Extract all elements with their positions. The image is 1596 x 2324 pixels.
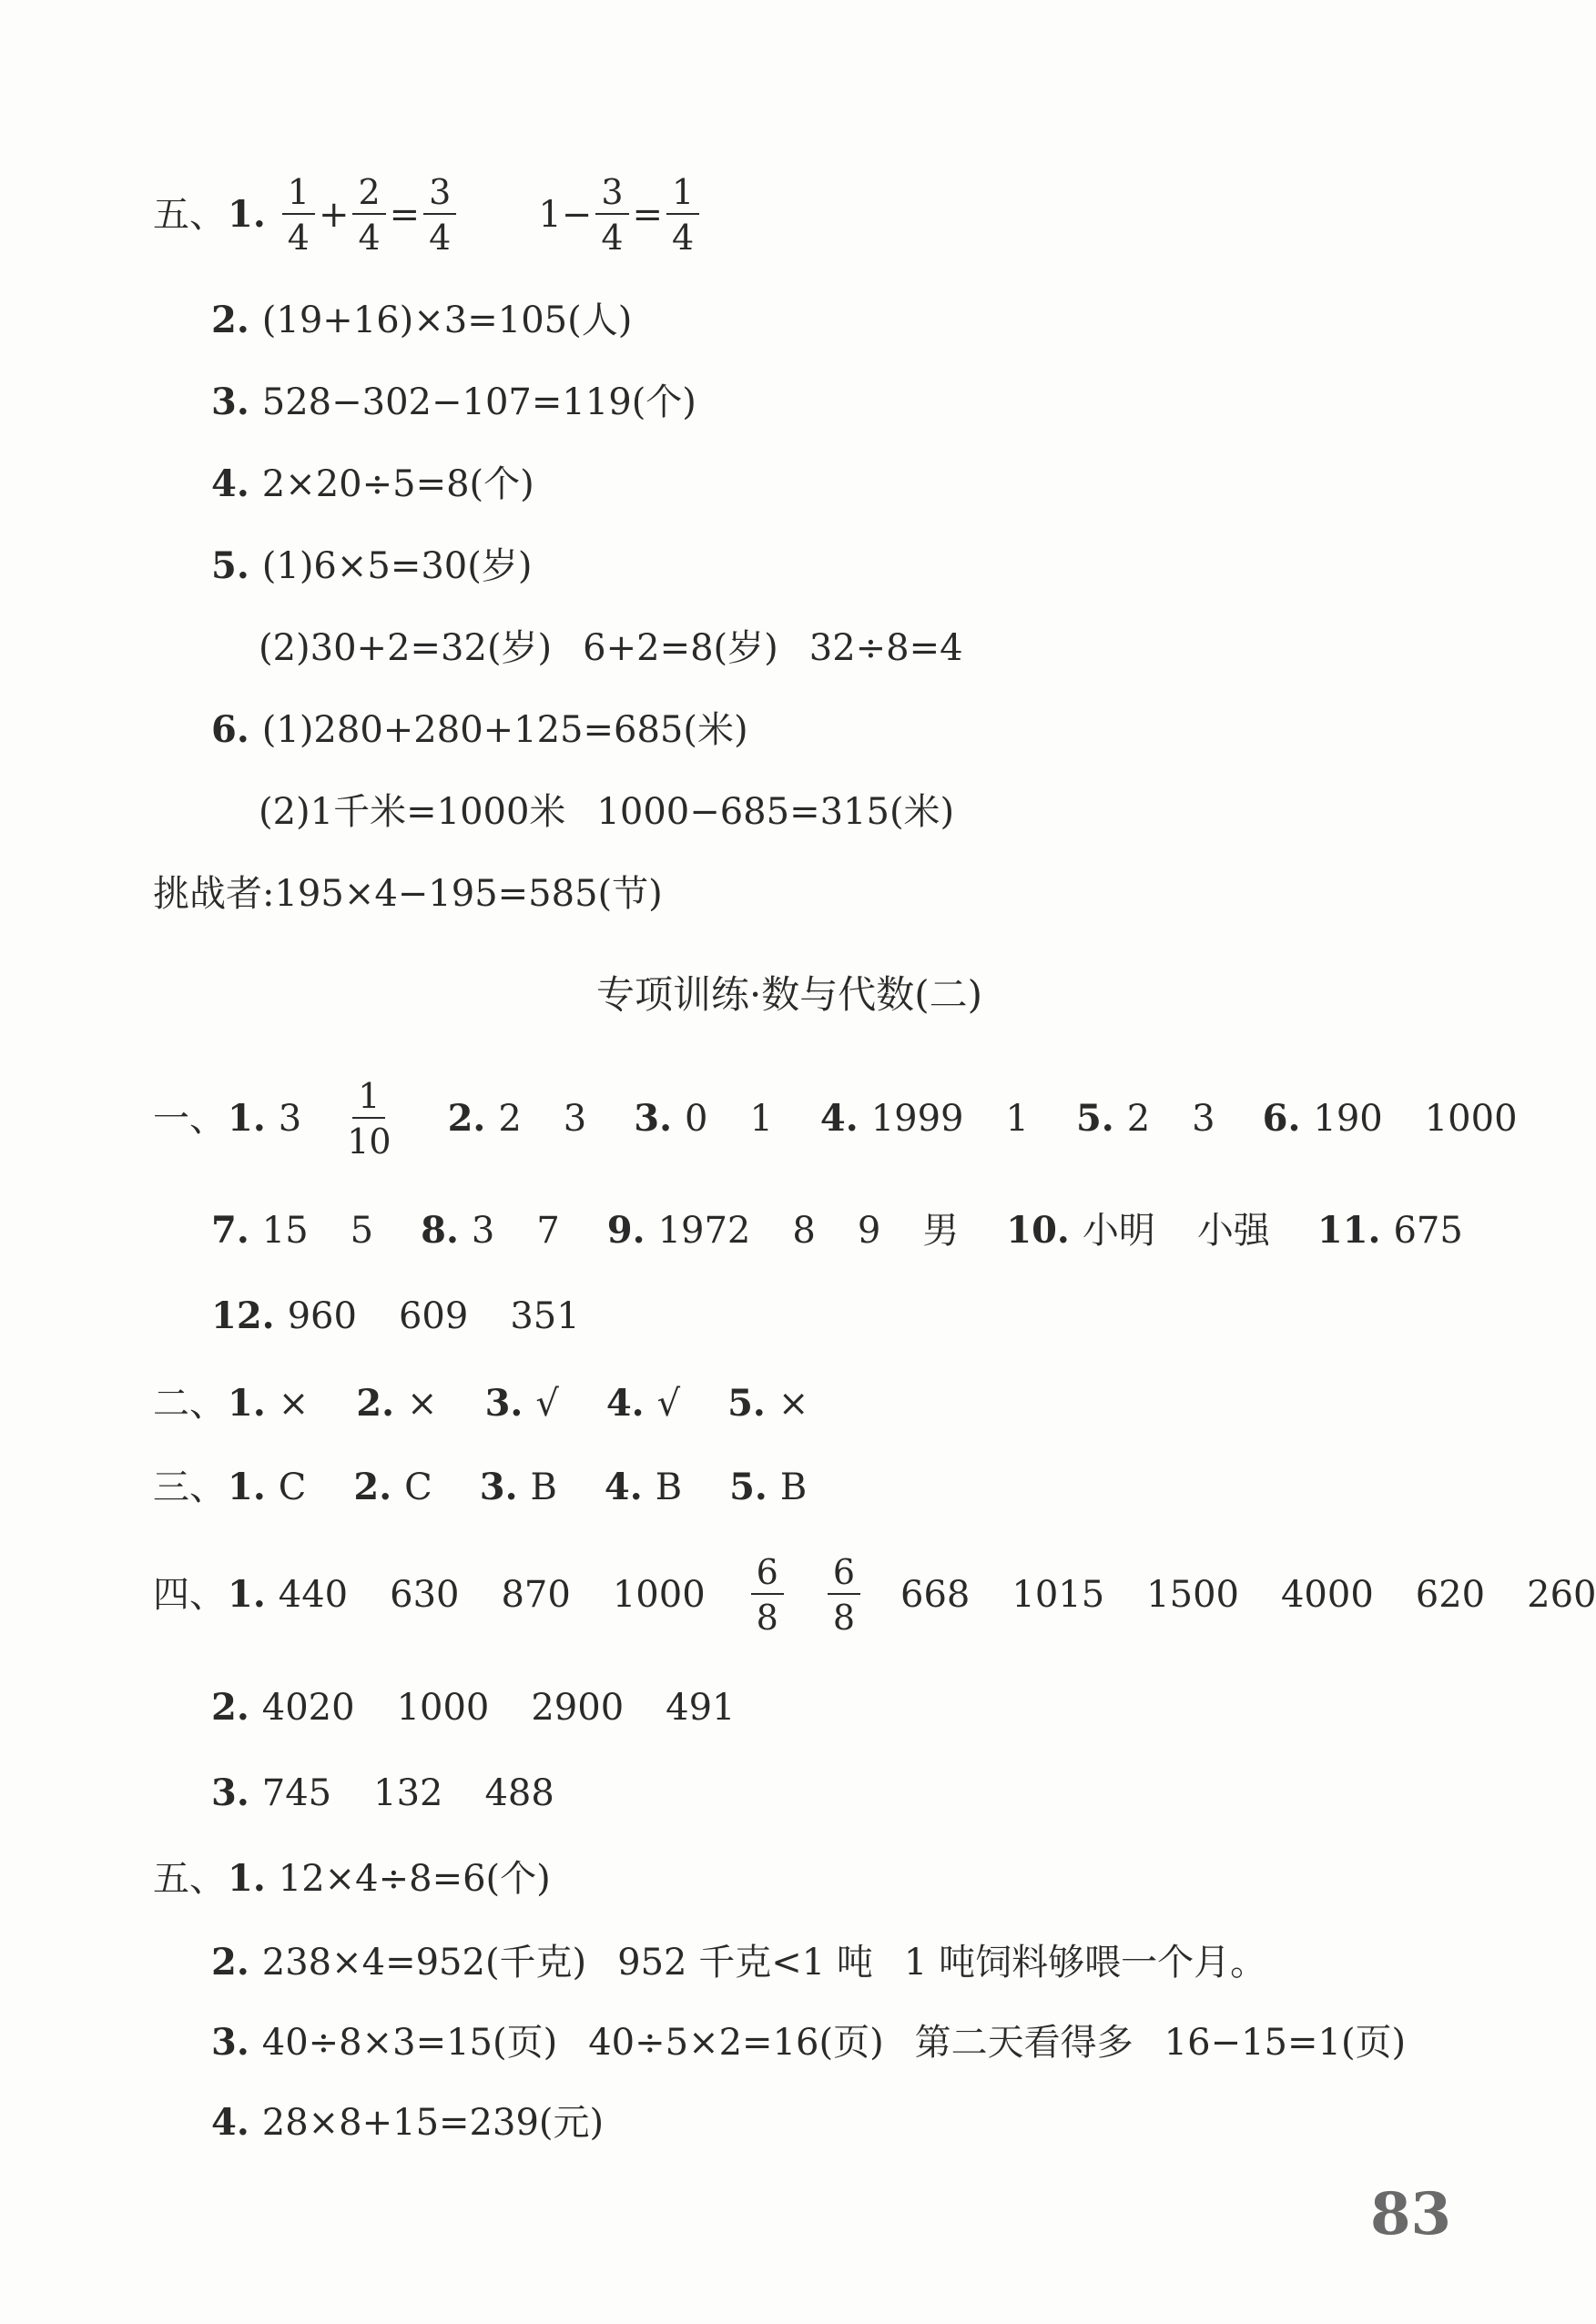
answer-5-5b [259, 626, 963, 670]
answer-value: 4000 [1280, 1574, 1374, 1616]
answer-5-1-b [153, 1857, 551, 1901]
answer-5-4-b [211, 2101, 604, 2145]
answer-4-1 [153, 1552, 1596, 1638]
answer-item: 7. 15 5 [211, 1209, 374, 1252]
answer-text: 528−302−107=119(个) [261, 381, 696, 423]
answer-value: 620 [1415, 1574, 1486, 1616]
fraction: $\frac{1}{4}$ [282, 175, 315, 255]
answer-segment: 第二天看得多 [914, 2022, 1133, 2064]
answer-4-2 [211, 1686, 736, 1730]
answer-value: 630 [390, 1574, 460, 1616]
fraction: $\frac{6}{8}$ [828, 1555, 860, 1635]
answer-text: 12×4÷8=6(个) [278, 1858, 551, 1900]
answer-item: 4. 1999 1 [819, 1097, 1029, 1140]
answer-5-4 [211, 462, 534, 506]
item-number: 2. [211, 1686, 249, 1729]
answer-5-1 [153, 172, 703, 258]
item-number: 3. [211, 2021, 249, 2064]
answer-value: 1015 [1011, 1574, 1105, 1616]
answer-5-2-b [211, 1941, 1266, 1984]
answer-2 [153, 1382, 808, 1426]
answer-value: 491 [666, 1687, 736, 1729]
answer-1-row3 [211, 1294, 580, 1338]
item-number: 4. [211, 2101, 249, 2144]
answer-5-6a [211, 708, 748, 752]
item-number: 2. [211, 299, 249, 341]
section-label: 三、 [153, 1466, 226, 1508]
section-label: 五、 [153, 1858, 226, 1900]
item-number: 5. [211, 544, 249, 587]
section-title: 专项训练·数与代数(二) [595, 972, 983, 1017]
answer-segment: 238×4=952(千克) [261, 1942, 587, 1984]
section-label: 五、 [153, 194, 226, 236]
answer-item: 6. 190 1000 [1262, 1097, 1518, 1140]
section-label: 四、 [153, 1574, 226, 1616]
answer-text: 28×8+15=239(元) [261, 2102, 605, 2144]
page-number: 83 [1370, 2180, 1452, 2248]
answer-item: 1. × [228, 1382, 310, 1425]
answer-item: 3. 0 1 [634, 1097, 773, 1140]
item-number: 4. [211, 462, 249, 505]
answer-5-3-b [211, 2021, 1406, 2065]
answer-text: (1)6×5=30(岁) [261, 545, 533, 587]
answer-value: 4020 [261, 1687, 355, 1729]
answer-item: 2. C [353, 1466, 432, 1508]
answer-1-row2 [211, 1209, 1463, 1253]
answer-item: 11. 675 [1316, 1209, 1463, 1252]
operator: = [389, 194, 421, 236]
answer-value: 1000 [396, 1687, 490, 1729]
answer-segment: (2)30+2=32(岁) [259, 627, 553, 669]
item-number: 6. [211, 708, 249, 751]
item-number: 3. [211, 381, 249, 423]
answer-segment: 1 吨饲料够喂一个月。 [903, 1942, 1267, 1984]
answer-value: 260 [1527, 1574, 1596, 1616]
answer-text: (1)280+280+125=685(米) [261, 709, 748, 751]
answer-item: 2. 2 3 [447, 1097, 587, 1140]
answer-text: 挑战者:195×4−195=585(节) [153, 873, 663, 915]
answer-value: 668 [900, 1574, 971, 1616]
answer-value: 1000 [612, 1574, 706, 1616]
fraction: $\frac{1}{4}$ [666, 175, 699, 255]
answer-item: 2. × [356, 1382, 438, 1425]
answer-value: 1500 [1146, 1574, 1239, 1616]
operator: + [318, 194, 350, 236]
fraction: $\frac{2}{4}$ [352, 175, 385, 255]
item-number: 1. [228, 1573, 266, 1616]
answer-item: 3. √ [484, 1382, 559, 1425]
fraction: $\frac{3}{4}$ [595, 175, 628, 255]
operator: = [632, 194, 664, 236]
answer-5-6b [259, 790, 954, 834]
answer-value: 2900 [531, 1687, 625, 1729]
answer-text: 2×20÷5=8(个) [261, 463, 534, 505]
answer-item: 1. C [228, 1466, 307, 1508]
section-label: 一、 [153, 1098, 226, 1140]
answer-segment: 16−15=1(页) [1164, 2022, 1407, 2064]
answer-item: 4. B [604, 1466, 683, 1508]
item-number: 2. [211, 1941, 249, 1984]
item-number: 1. [228, 1857, 266, 1900]
answer-segment: 40÷5×2=16(页) [588, 2022, 884, 2064]
challenge-answer [153, 872, 663, 916]
answer-segment: 1000−685=315(米) [596, 791, 955, 833]
answer-item: 1. 3 $\frac{1}{10}$ [228, 1079, 401, 1159]
answer-value: 132 [373, 1772, 443, 1814]
expression: 1− [538, 194, 593, 236]
answer-item: 4. √ [605, 1382, 681, 1425]
answer-5-5a [211, 544, 532, 588]
answer-item: 8. 3 7 [421, 1209, 560, 1252]
answer-segment: 952 千克<1 吨 [617, 1942, 873, 1984]
answer-segment: 6+2=8(岁) [583, 627, 778, 669]
answer-segment: 40÷8×3=15(页) [261, 2022, 558, 2064]
answer-item: 3. B [479, 1466, 557, 1508]
fraction: $\frac{6}{8}$ [751, 1555, 784, 1635]
answer-item: 12. 960 609 351 [211, 1294, 580, 1337]
answer-item: 5. B [729, 1466, 808, 1508]
answer-4-3 [211, 1771, 554, 1815]
answer-value: 488 [484, 1772, 554, 1814]
answer-text: (19+16)×3=105(人) [261, 299, 633, 341]
answer-1-row1 [153, 1076, 1518, 1162]
answer-segment: 32÷8=4 [808, 627, 963, 669]
fraction: $\frac{1}{10}$ [347, 1076, 391, 1162]
answer-5-3 [211, 381, 696, 424]
fraction: $\frac{3}{4}$ [423, 175, 456, 255]
answer-5-2 [211, 299, 632, 342]
answer-3 [153, 1466, 807, 1509]
item-number: 1. [228, 193, 266, 236]
section-label: 二、 [153, 1383, 226, 1425]
answer-value: 870 [501, 1574, 571, 1616]
answer-value: 745 [261, 1772, 332, 1814]
answer-item: 5. × [727, 1382, 809, 1425]
answer-item: 5. 2 3 [1075, 1097, 1215, 1140]
item-number: 3. [211, 1771, 249, 1814]
answer-value: 440 [278, 1574, 349, 1616]
answer-segment: (2)1千米=1000米 [259, 791, 566, 833]
answer-item: 9. 1972 8 9 男 [606, 1209, 960, 1252]
answer-item: 10. 小明 小强 [1006, 1209, 1270, 1252]
